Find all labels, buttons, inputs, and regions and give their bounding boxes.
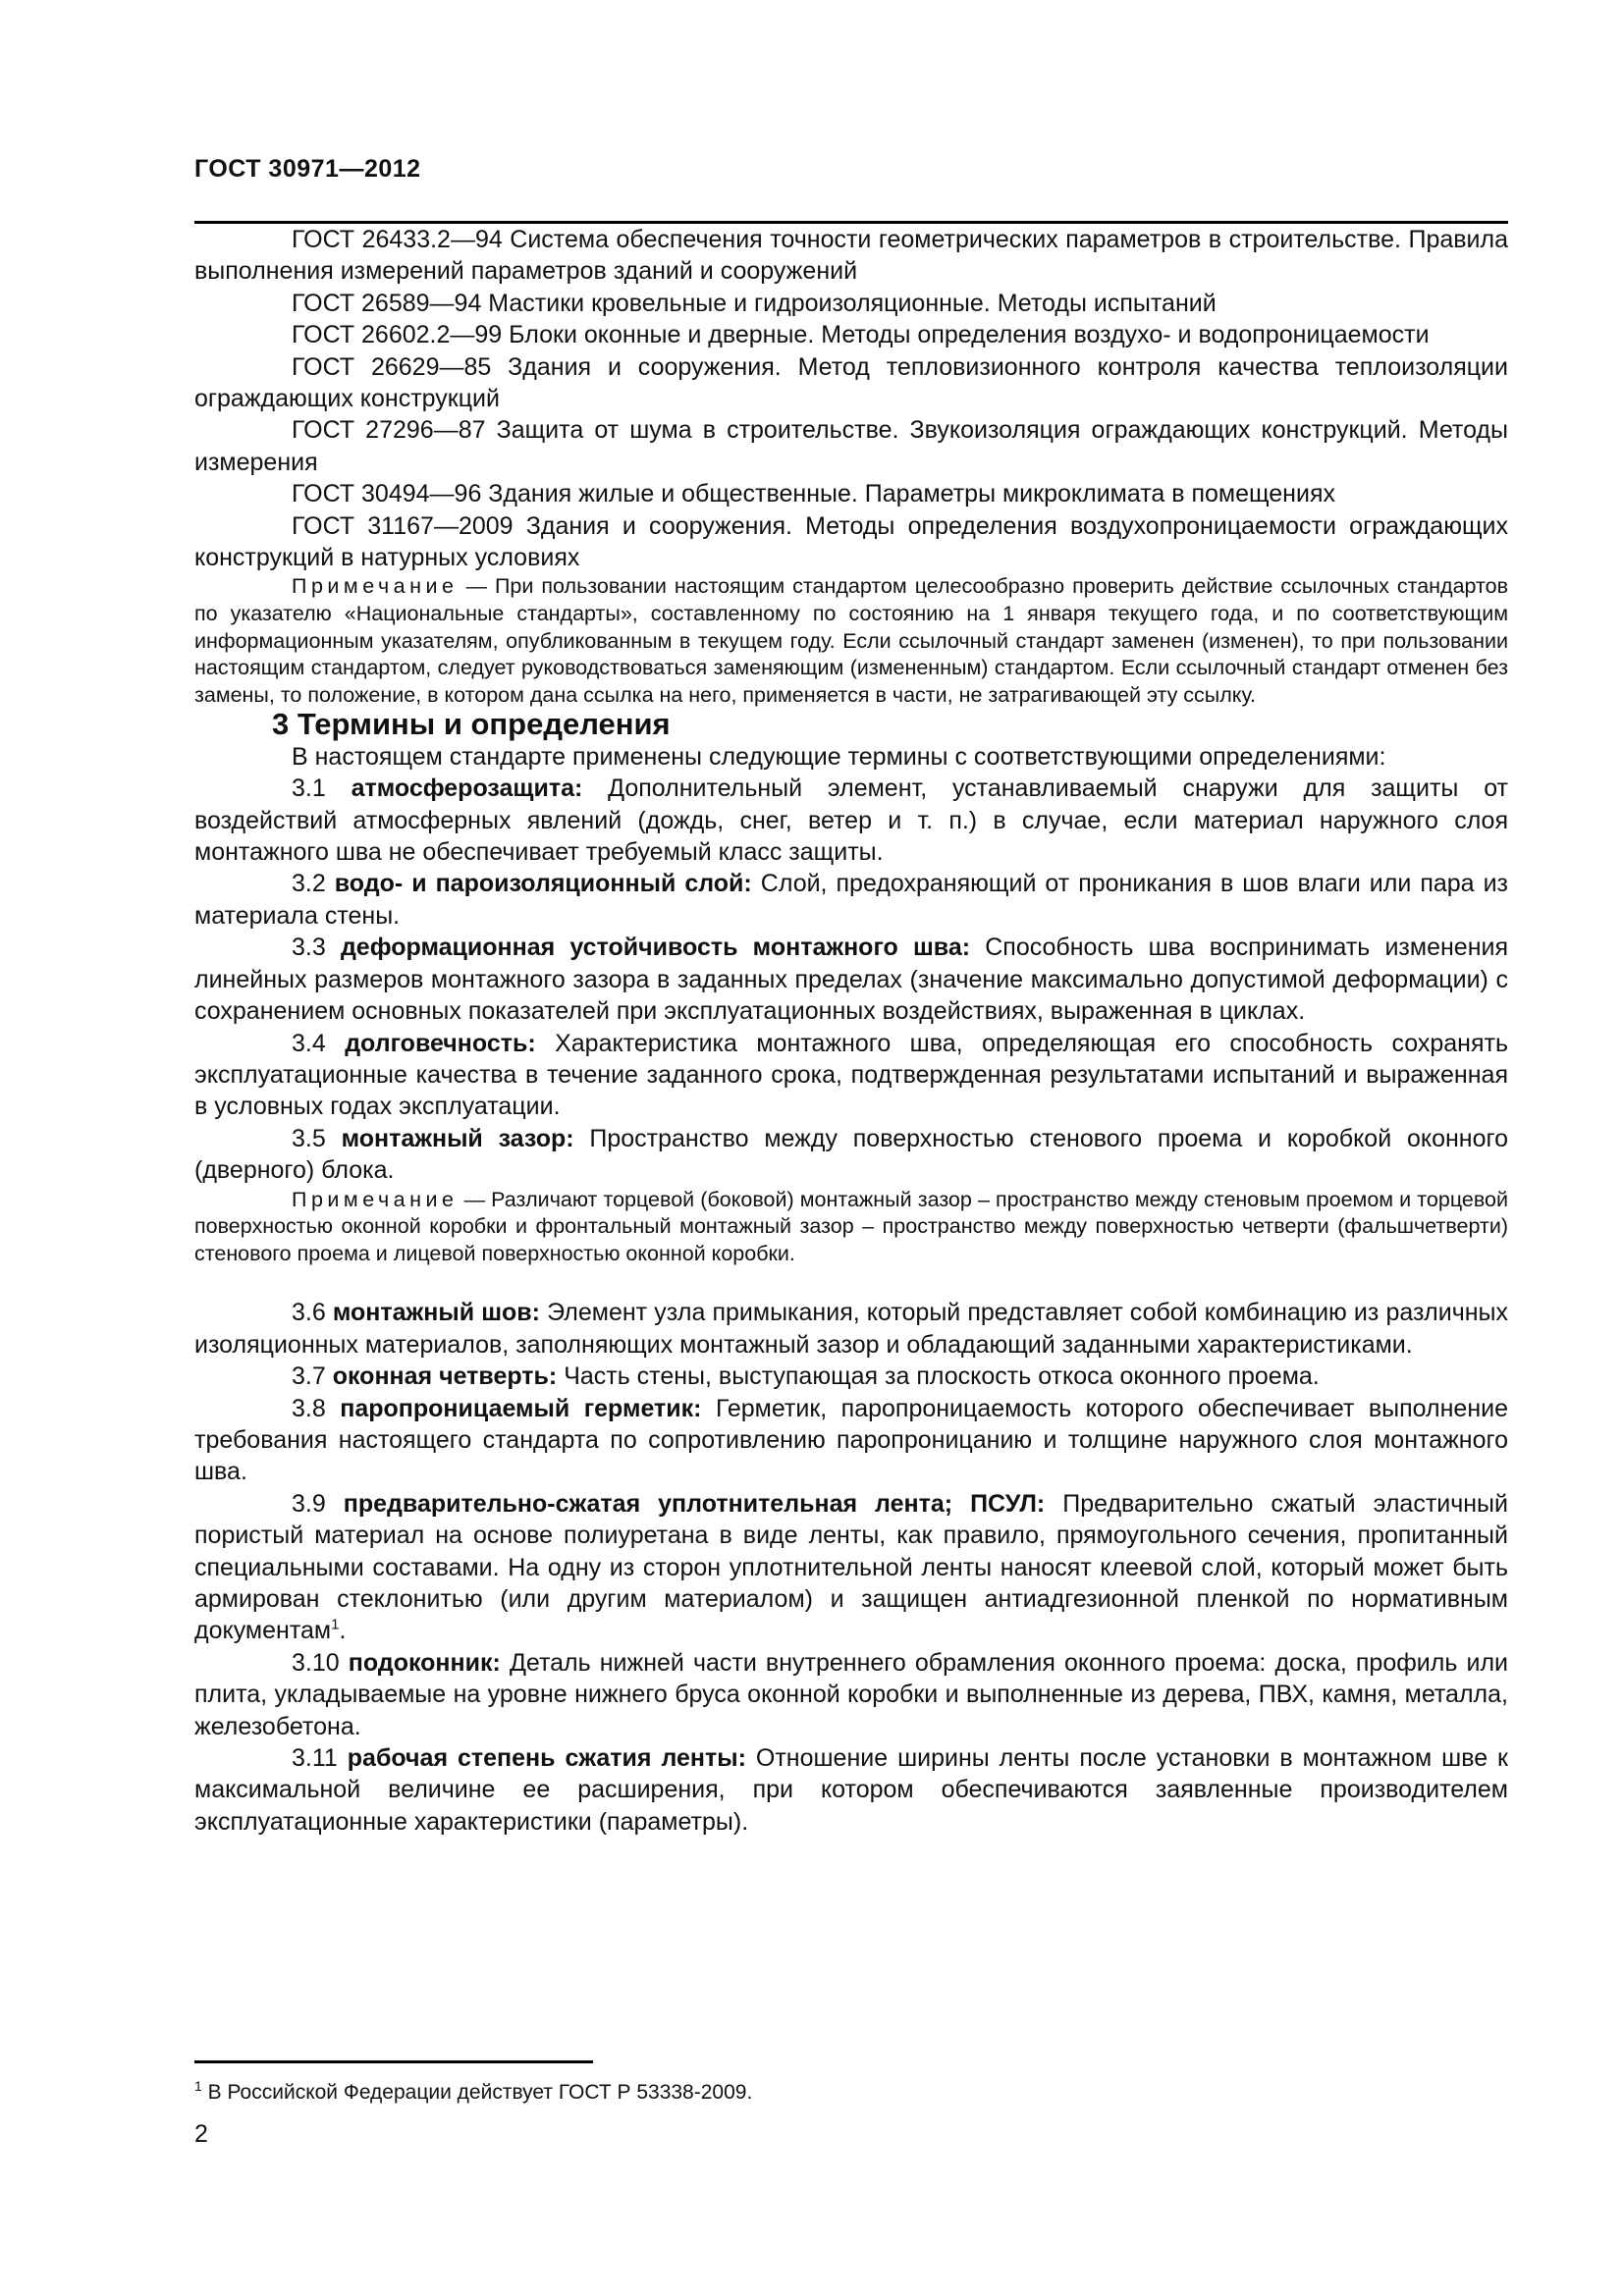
section-intro: В настоящем стандарте применены следующие термины с соответствующими определениями:	[292, 742, 1386, 771]
term-definition	[194, 1488, 1508, 1647]
reference-item: ГОСТ 26433.2—94 Система обеспечения точности геометрических параметров в строительстве. Правила выполнения измерений параметров зданий и сооружений	[194, 226, 1508, 286]
document-code-header: ГОСТ 30971—2012	[194, 155, 421, 183]
term-number: 3.10	[292, 1648, 340, 1677]
term-number: 3.3	[292, 934, 326, 962]
reference-item: ГОСТ 26629—85 Здания и сооружения. Метод тепловизионного контроля качества теплоизоляции ограждающих конструкций	[194, 352, 1508, 413]
term-definition	[194, 1297, 1508, 1361]
term-number: 3.1	[292, 774, 326, 803]
term-number: 3.11	[292, 1744, 338, 1772]
footnote-mark: 1	[194, 2078, 202, 2094]
term-text: Характеристика монтажного шва, определяющая его способность сохранять эксплуатационные качества в течение заданного срока, подтвержденная результатами испытаний и выраженная в условных годах эксплуатации.	[194, 1029, 1508, 1121]
term-definition	[194, 773, 1508, 868]
term-number: 3.2	[292, 870, 326, 898]
term-text: Герметик, паропроницаемость которого обеспечивает выполнение требования настоящего стандарта по сопротивлению паропроницанию и толщине наружного слоя монтажного шва.	[194, 1394, 1509, 1486]
term-text: Отношение ширины ленты после установки в монтажном шве к максимальной величине ее расширения, при котором обеспечиваются заявленные производителем эксплуатационные характеристики (параметры).	[194, 1744, 1508, 1836]
footnote-text: В Российской Федерации действует ГОСТ Р 53338-2009.	[201, 2081, 753, 2104]
term-text: Деталь нижней части внутреннего обрамления оконного проема: доска, профиль или плита, укладываемые на уровне нижнего бруса оконной коробки и выполненные из дерева, ПВХ, камня, металла, железобетона.	[194, 1648, 1508, 1740]
footnote-rule	[194, 2060, 593, 2063]
term-text: Часть стены, выступающая за плоскость откоса оконного проема.	[564, 1362, 1320, 1391]
page-content	[194, 224, 1508, 1838]
note-references	[194, 573, 1508, 709]
reference-item: ГОСТ 26602.2—99 Блоки оконные и дверные. Методы определения воздухо- и водопроницаемости	[292, 321, 1430, 349]
term-definition	[194, 868, 1508, 932]
note-label: Примечание	[292, 574, 459, 599]
term-text: Пространство между поверхностью стенового проема и коробкой оконного (дверного) блока.	[194, 1124, 1508, 1185]
term-name: атмосферозащита:	[351, 774, 583, 803]
term-name: оконная четверть:	[332, 1362, 558, 1391]
term-definition	[194, 1393, 1508, 1488]
term-number: 3.8	[292, 1394, 326, 1422]
note-text: — При пользовании настоящим стандартом целесообразно проверить действие ссылочных стандартов по указателю «Национальные стандарты», составленному по состоянию на 1 января текущего года, и по соответствующим информационным указателям, опубликованным в текущем году. Если ссылочный стандарт заменен (изменен), то при пользовании настоящим стандартом, следует руководствоваться заменяющим (измененным) стандартом. Если ссылочный стандарт отменен без замены, то положение, в котором дана ссылка на него, применяется в части, не затрагивающей эту ссылку.	[194, 574, 1508, 707]
term-definition	[194, 1361, 1508, 1392]
term-name: водо- и пароизоляционный слой:	[334, 870, 752, 898]
reference-item: ГОСТ 31167—2009 Здания и сооружения. Методы определения воздухопроницаемости ограждающих конструкций в натурных условиях	[194, 511, 1508, 572]
term-text: Элемент узла примыкания, который представляет собой комбинацию из различных изоляционных материалов, заполняющих монтажный зазор и обладающий заданными характеристиками.	[194, 1299, 1509, 1359]
term-name: подоконник:	[348, 1648, 501, 1677]
term-text: Предварительно сжатый эластичный пористый материал на основе полиуретана в виде ленты, как правило, прямоугольного сечения, пропитанный специальными составами. На одну из сторон уплотнительной ленты наносят клеевой слой, который может быть армирован стеклонитью (или другим материалом) и защищен антиадгезионной пленкой по нормативным документам	[194, 1489, 1508, 1645]
term-name: деформационная устойчивость монтажного шва:	[340, 934, 971, 962]
term-name: долговечность:	[345, 1029, 536, 1057]
footnote-reference: 1	[331, 1617, 340, 1634]
section-title: 3 Термины и определения	[272, 707, 671, 742]
term-definition	[194, 932, 1508, 1027]
term-name: предварительно-сжатая уплотнительная лента; ПСУЛ:	[343, 1489, 1046, 1518]
term-name: рабочая степень сжатия ленты:	[347, 1744, 746, 1772]
reference-item: ГОСТ 26589—94 Мастики кровельные и гидроизоляционные. Методы испытаний	[292, 289, 1217, 317]
term-number: 3.5	[292, 1124, 326, 1152]
term-definition	[194, 1028, 1508, 1123]
term-name: монтажный зазор:	[341, 1124, 574, 1152]
term-number: 3.9	[292, 1489, 326, 1518]
term-number: 3.6	[292, 1299, 326, 1327]
reference-item: ГОСТ 30494—96 Здания жилые и общественные. Параметры микроклимата в помещениях	[292, 480, 1335, 508]
spacer	[194, 1267, 1508, 1297]
term-text: Способность шва воспринимать изменения линейных размеров монтажного зазора в заданных пределах (значение максимально допустимой деформации) с сохранением основных показателей при эксплуатационных воздействиях, выраженная в циклах.	[194, 934, 1509, 1026]
term-name: паропроницаемый герметик:	[340, 1394, 702, 1422]
note-label: Примечание	[292, 1187, 459, 1211]
note-text: — Различают торцевой (боковой) монтажный зазор – пространство между стеновым проемом и торцевой поверхностью оконной коробки и фронтальный монтажный зазор – пространство между поверхностью четверти (фальшчетверти) стенового проема и лицевой поверхностью оконной коробки.	[194, 1187, 1508, 1265]
term-definition	[194, 1647, 1508, 1742]
footnote	[194, 2078, 753, 2105]
term-text: Слой, предохраняющий от проникания в шов влаги или пара из материала стены.	[194, 870, 1508, 930]
term-number: 3.7	[292, 1362, 326, 1391]
term-text: Дополнительный элемент, устанавливаемый снаружи для защиты от воздействий атмосферных явлений (дождь, снег, ветер и т. п.) в случае, если материал наружного слоя монтажного шва не обеспечивает требуемый класс защиты.	[194, 774, 1508, 867]
term-name: монтажный шов:	[332, 1299, 541, 1327]
note-mounting-gap	[194, 1187, 1508, 1268]
term-definition	[194, 1123, 1508, 1187]
page-number: 2	[194, 2120, 208, 2148]
reference-item: ГОСТ 27296—87 Защита от шума в строительстве. Звукоизоляция ограждающих конструкций. Методы измерения	[194, 416, 1508, 476]
term-text-tail: .	[339, 1617, 347, 1645]
term-definition	[194, 1742, 1508, 1838]
term-number: 3.4	[292, 1029, 326, 1057]
